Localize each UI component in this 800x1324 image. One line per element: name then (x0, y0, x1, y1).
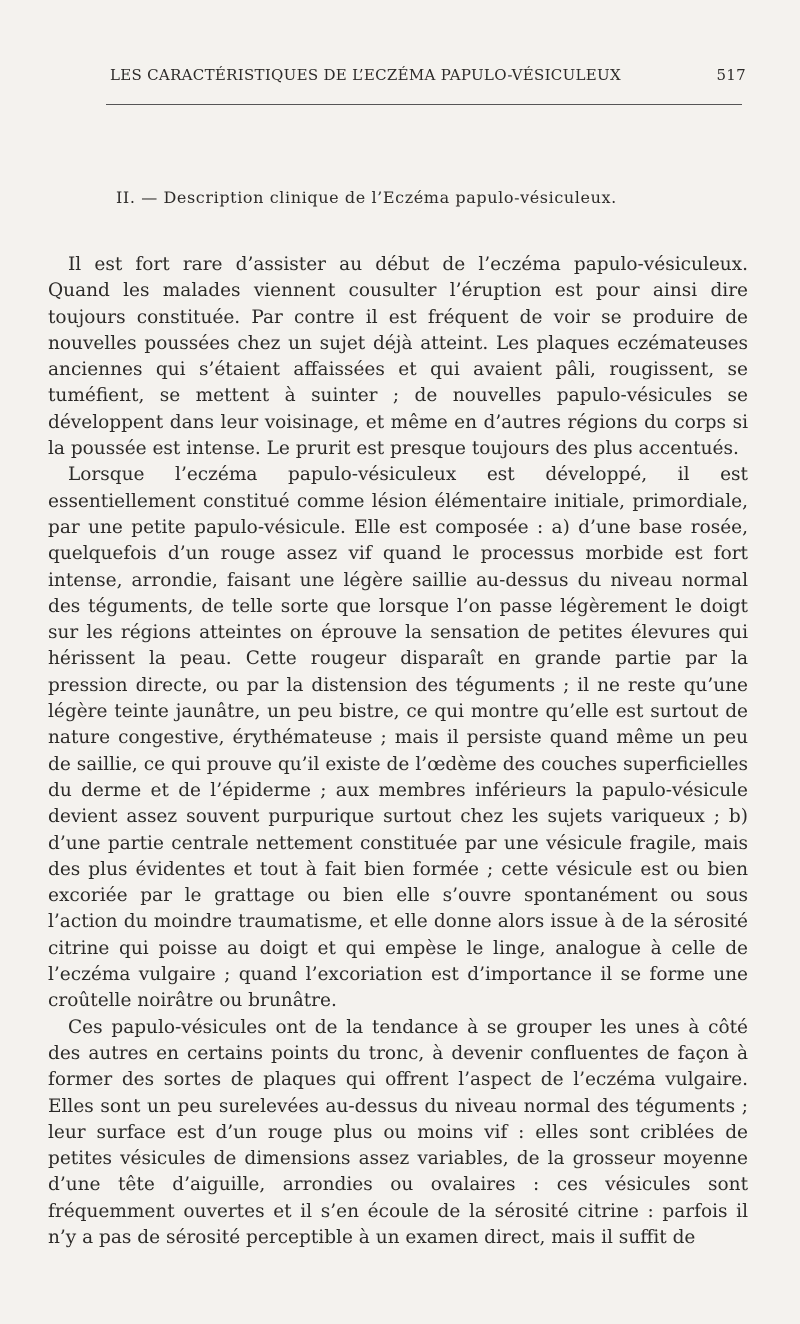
page-number: 517 (716, 66, 746, 84)
header-rule (106, 104, 742, 105)
body-text (48, 252, 748, 1251)
paragraph: Lorsque l’eczéma papulo-vésiculeux est développé, il est essentiellement constitué comme lésion élémentaire initiale, primordiale, par une petite papulo-vésicule. Elle est composée : a) d’une base rosée, quelquefois d’un rouge assez vif quand le processus morbide est fort intense, arrondie, faisant une légère saillie au-dessus du niveau normal des téguments, de telle sorte que lorsque l’on passe légèrement le doigt sur les régions atteintes on éprouve la sensation de petites élevures qui hérissent la peau. Cette rougeur disparaît en grande partie par la pression directe, ou par la distension des téguments ; il ne reste qu’une légère teinte jaunâtre, un peu bistre, ce qui montre qu’elle est surtout de nature congestive, érythémateuse ; mais il persiste quand même un peu de saillie, ce qui prouve qu’il existe de l’œdème des couches superficielles du derme et de l’épiderme ; aux membres inférieurs la papulo-vésicule devient assez souvent purpurique surtout chez les sujets variqueux ; b) d’une partie centrale nettement constituée par une vésicule fragile, mais des plus évidentes et tout à fait bien formée ; cette vésicule est ou bien excoriée par le grattage ou bien elle s’ouvre spontanément ou sous l’action du moindre traumatisme, et elle donne alors issue à de la sérosité citrine qui poisse au doigt et qui empèse le linge, analogue à celle de l’eczéma vulgaire ; quand l’excoriation est d’importance il se forme une croûtelle noirâtre ou brunâtre. (48, 464, 748, 1012)
paragraph: Il est fort rare d’assister au début de l’eczéma papulo-vésiculeux. Quand les malades viennent cousulter l’éruption est pour ainsi dire toujours constituée. Par contre il est fréquent de voir se produire de nouvelles poussées chez un sujet déjà atteint. Les plaques eczémateuses anciennes qui s’étaient affaissées et qui avaient pâli, rougissent, se tuméfient, se mettent à suinter ; de nouvelles papulo-vésicules se développent dans leur voisinage, et même en d’autres régions du corps si la poussée est intense. Le prurit est presque toujours des plus accentués. (48, 254, 748, 460)
section-heading: II. — Description clinique de l’Eczéma papulo-vésiculeux. (116, 188, 617, 207)
running-header (48, 66, 752, 92)
running-title: LES CARACTÉRISTIQUES DE L’ECZÉMA PAPULO-VÉSICULEUX (110, 66, 621, 84)
paragraph: Ces papulo-vésicules ont de la tendance à se grouper les unes à côté des autres en certains points du tronc, à devenir confluentes de façon à former des sortes de plaques qui offrent l’aspect de l’eczéma vulgaire. Elles sont un peu surelevées au-dessus du niveau normal des téguments ; leur surface est d’un rouge plus ou moins vif : elles sont criblées de petites vésicules de dimensions assez variables, de la grosseur moyenne d’une tête d’aiguille, arrondies ou ovalaires : ces vésicules sont fréquemment ouvertes et il s’en écoule de la sérosité citrine : parfois il n’y a pas de sérosité perceptible à un examen direct, mais il suffit de (48, 1016, 748, 1248)
